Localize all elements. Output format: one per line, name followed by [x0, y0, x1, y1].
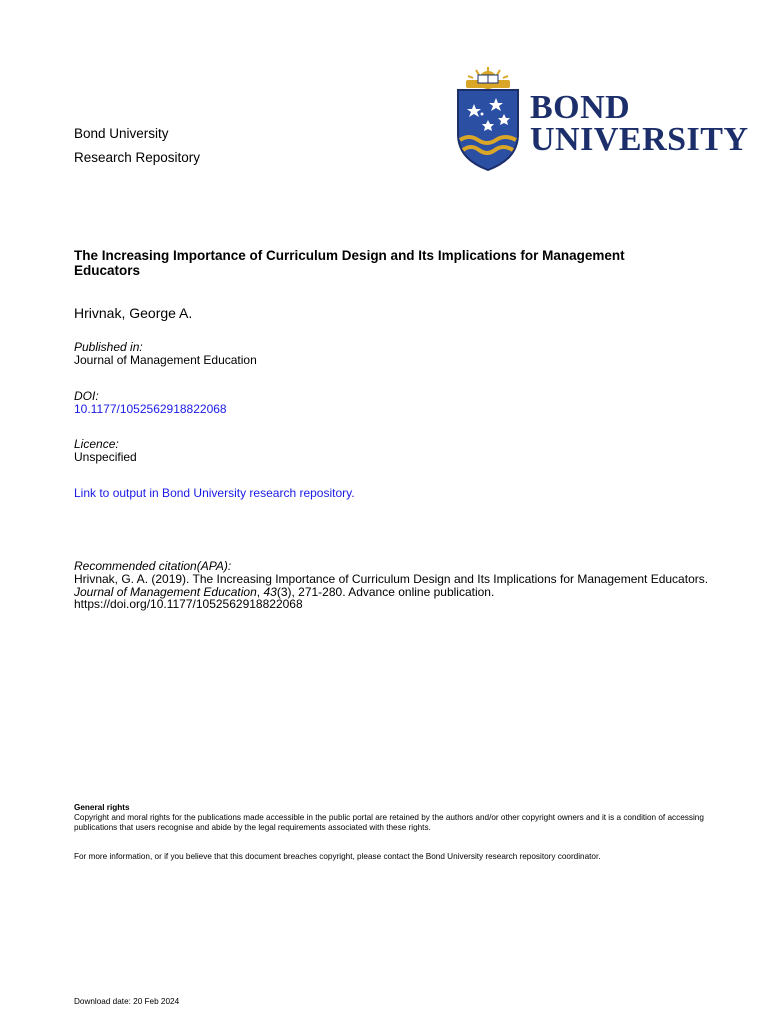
paper-title: The Increasing Importance of Curriculum Design and Its Implications for Management Educators [74, 248, 625, 278]
paper-author: Hrivnak, George A. [74, 305, 193, 321]
download-date: Download date: 20 Feb 2024 [74, 997, 180, 1006]
licence-label: Licence: [74, 437, 119, 451]
citation-separator: , [256, 584, 264, 599]
doi-block [74, 390, 227, 416]
general-rights-section [74, 803, 724, 833]
published-in-value: Journal of Management Education [74, 353, 257, 367]
general-rights-heading: General rights [74, 803, 130, 812]
published-in-block [74, 341, 257, 367]
contact-notice: For more information, or if you believe that this document breaches copyright, please contact the Bond University research repository coordinator. [74, 852, 601, 861]
citation-label: Recommended citation(APA): [74, 559, 232, 573]
repository-name: Bond University [74, 126, 169, 141]
repository-subtitle: Research Repository [74, 150, 201, 165]
logo-wordmark-line1: BOND [530, 89, 631, 126]
citation-journal: Journal of Management Education [74, 584, 257, 599]
published-in-label: Published in: [74, 340, 143, 354]
logo-wordmark-line2: UNIVERSITY [530, 121, 749, 158]
bond-university-logo [452, 66, 749, 176]
citation-part1: Hrivnak, G. A. (2019). The Increasing Importance of Curriculum Design and Its Implications for Management Educators. [74, 572, 709, 586]
citation-part2: (3), 271-280. Advance online publication. https://doi.org/10.1177/1052562918822068 [74, 584, 495, 611]
doi-label: DOI: [74, 389, 99, 403]
general-rights-body: Copyright and moral rights for the publications made accessible in the public portal are retained by the authors and/or other copyright owners and it is a condition of accessing publications that users recognise and abide by the legal requirements associated with these rights. [74, 813, 704, 832]
citation-volume: 43 [263, 584, 277, 599]
bond-university-crest-icon [452, 66, 524, 174]
citation-text [74, 573, 714, 611]
repository-output-link[interactable]: Link to output in Bond University research repository. [74, 486, 355, 500]
doi-link[interactable]: 10.1177/1052562918822068 [74, 402, 227, 416]
licence-block [74, 438, 137, 464]
licence-value: Unspecified [74, 450, 137, 464]
recommended-citation [74, 560, 714, 611]
